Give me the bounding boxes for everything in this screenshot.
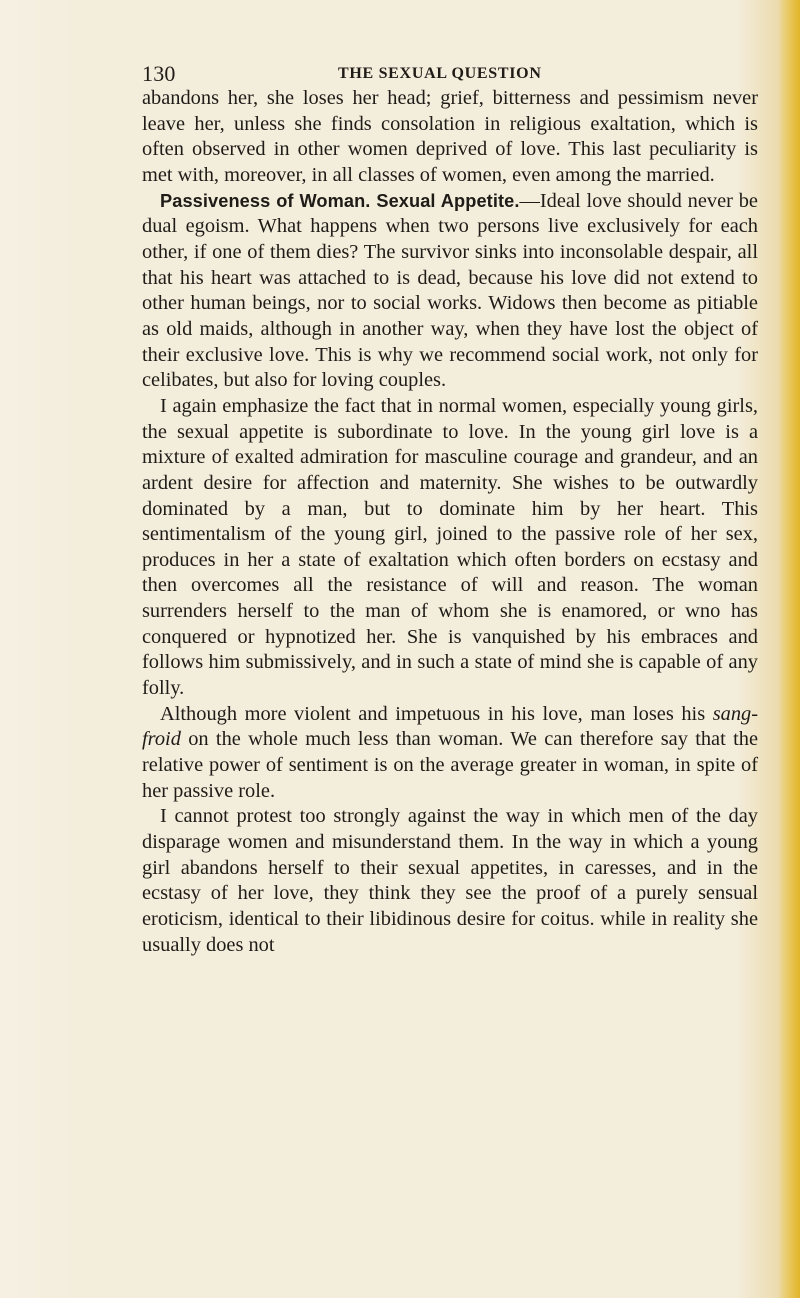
paragraph-5: I cannot protest too strongly against the way in which men of the day disparage women and misunderstand them. In the way in which a young girl abandons herself to their sexual appetites, in caresses, and in the ecstasy of her love, they think they see the proof of a purely sensual eroticism, identical to their libidinous desire for coitus. while in reality she usually does not — [142, 805, 758, 956]
page-text — [142, 86, 758, 958]
paragraph-3: I again emphasize the fact that in normal women, especially young girls, the sexual appetite is subordinate to love. In the young girl love is a mixture of exalted admiration for masculine courage and grandeur, and an ardent desire for affection and maternity. She wishes to be outwardly dominated by a man, but to dominate him by her heart. This sentimentalism of the young girl, joined to the passive role of her sex, produces in her a state of exaltation which often borders on ecstasy and then overcomes all the resistance of will and reason. The woman surrenders herself to the man of whom she is enamored, or wno has conquered or hypnotized her. She is vanquished by his embraces and follows him submissively, and in such a state of mind she is capable of any folly. — [142, 394, 758, 700]
running-title: THE SEXUAL QUESTION — [338, 65, 542, 82]
paragraph-2 — [142, 189, 758, 394]
paragraph-4-start: Although more violent and impetuous in his love, man loses his — [160, 702, 713, 725]
page-edge — [778, 0, 800, 1298]
paragraph-1: abandons her, she loses her head; grief, bitterness and pessimism never leave her, unless she finds consolation in religious exaltation, which is often observed in other women deprived of love. This last peculiarity is met with, moreover, in all classes of women, even among the married. — [142, 87, 758, 186]
page-number: 130 — [142, 61, 176, 86]
paragraph-4 — [142, 702, 758, 805]
italic-term: sang-froid — [142, 702, 758, 751]
paragraph-2-text: —Ideal love should never be dual egoism. What happens when two persons live exclusively for each other, if one of them dies? The survivor sinks into inconsolable despair, all that his heart was attached to is dead, because his love did not extend to other human beings, nor to social works. Widows then become as pitiable as old maids, although in another way, when they have lost the object of their exclusive love. This is why we recommend social work, not only for celibates, but also for loving couples. — [142, 189, 758, 392]
paragraph-4-end: on the whole much less than woman. We can therefore say that the relative power of sentiment is on the average greater in woman, in spite of her passive role. — [142, 728, 758, 802]
section-heading: Passiveness of Woman. Sexual Appetite. — [160, 190, 520, 211]
